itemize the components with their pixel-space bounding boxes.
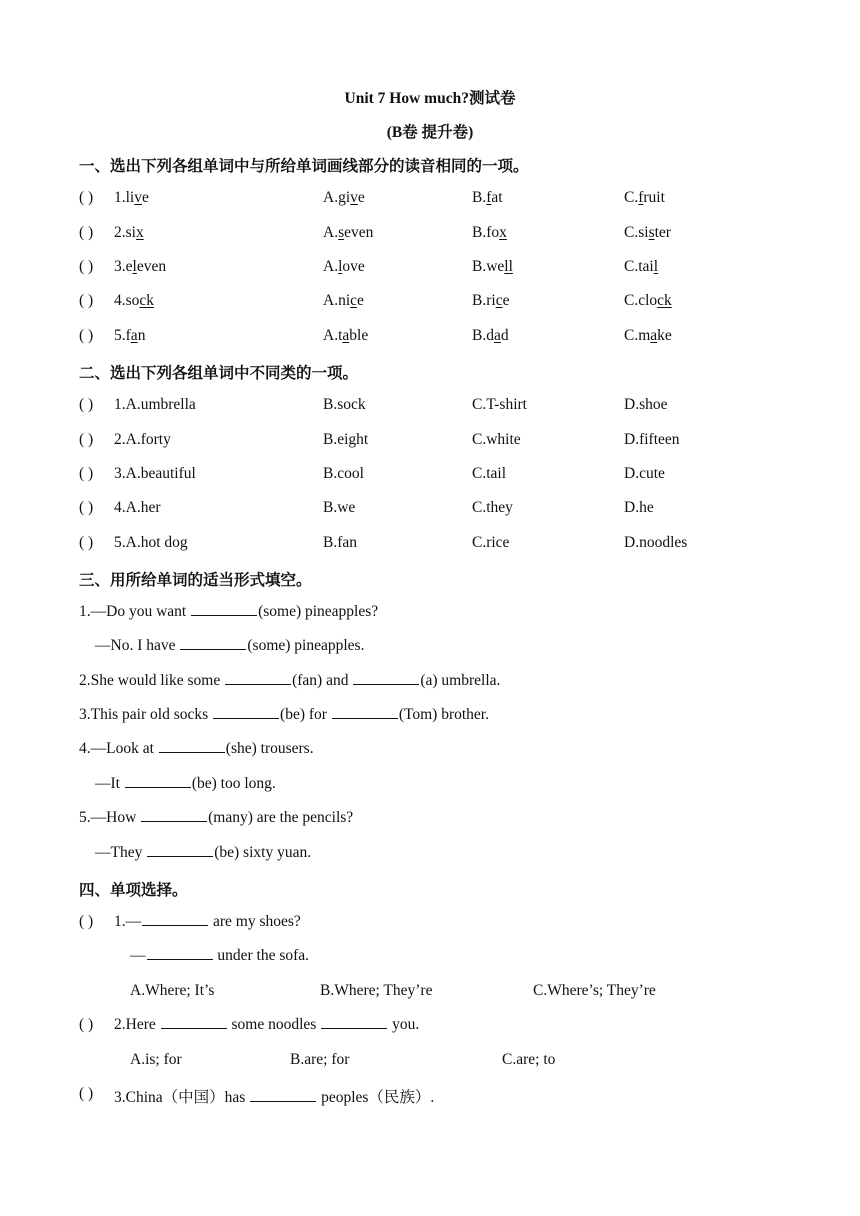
mc-q2-mid: some noodles — [227, 1016, 321, 1033]
answer-blank[interactable] — [180, 637, 246, 650]
word-part: A.t — [323, 327, 343, 344]
q2-post: (a) umbrella. — [420, 672, 501, 689]
s2-row5-option-d[interactable]: D.noodles — [624, 534, 688, 551]
fill-q2 — [79, 672, 500, 690]
mc-q1-option-b[interactable]: B.Where; They’re — [320, 982, 433, 999]
fill-q3 — [79, 706, 489, 724]
q3-pre: 3.This pair old socks — [79, 706, 213, 723]
answer-paren[interactable]: ( ) — [79, 465, 94, 482]
word-part: 2.si — [114, 224, 136, 241]
answer-blank[interactable] — [353, 672, 419, 685]
word-part: ble — [349, 327, 369, 344]
word-part: C.tai — [624, 258, 654, 275]
answer-paren[interactable]: ( ) — [79, 327, 94, 344]
s2-row5-option-b[interactable]: B.fan — [323, 534, 358, 551]
word-part: C.m — [624, 327, 651, 344]
underlined-letters: a — [493, 327, 501, 344]
s1-row5-option-a[interactable] — [323, 327, 368, 345]
s2-row1-option-a[interactable]: 1.A.umbrella — [114, 396, 196, 413]
mc-q2-pre: 2.Here — [114, 1016, 160, 1033]
page-title: Unit 7 How much?测试卷 — [344, 90, 516, 107]
s2-row3-option-d[interactable]: D.cute — [624, 465, 665, 482]
word-part: ove — [342, 258, 365, 275]
answer-paren[interactable]: ( ) — [79, 499, 94, 516]
s2-row3-option-a[interactable]: 3.A.beautiful — [114, 465, 196, 482]
answer-blank[interactable] — [191, 603, 257, 616]
answer-blank[interactable] — [147, 947, 213, 960]
word-part: 5.f — [114, 327, 131, 344]
mc-q1-line2 — [130, 947, 309, 965]
answer-blank[interactable] — [161, 1016, 227, 1029]
s2-row1-option-c[interactable]: C.T-shirt — [472, 396, 527, 413]
mc-q2-option-b[interactable]: B.are; for — [290, 1051, 350, 1068]
section1-heading: 一、选出下列各组单词中与所给单词画线部分的读音相同的一项。 — [79, 158, 529, 175]
underlined-letters: a — [342, 327, 350, 344]
s1-row2-option-b[interactable] — [472, 224, 507, 242]
word-part: C.clo — [624, 292, 658, 309]
underlined-letters: c — [495, 292, 503, 309]
mc-q1-pre: 1.— — [114, 913, 142, 930]
s1-row1-option-a[interactable] — [323, 189, 365, 207]
s2-row2-option-c[interactable]: C.white — [472, 431, 521, 448]
mc-q2-stem — [114, 1016, 419, 1034]
q4b-post: (be) too long. — [191, 775, 276, 792]
mc-q1-line1 — [114, 913, 301, 931]
word-part: ke — [657, 327, 672, 344]
mc-q2-option-c[interactable]: C.are; to — [502, 1051, 556, 1068]
fill-q4-answer — [95, 775, 276, 793]
answer-blank[interactable] — [147, 844, 213, 857]
word-part: B.d — [472, 327, 494, 344]
s2-row1-option-b[interactable]: B.sock — [323, 396, 366, 413]
underlined-letters: s — [338, 224, 345, 241]
s1-row4-option-b[interactable] — [472, 292, 509, 310]
word-part: ter — [654, 224, 671, 241]
underlined-letters: v — [134, 189, 142, 206]
word-part: even — [344, 224, 374, 241]
q5b-pre: —They — [95, 844, 147, 861]
answer-paren[interactable]: ( ) — [79, 292, 94, 309]
mc-q3-pre: 3.China（中国）has — [114, 1089, 250, 1106]
s1-row5-option-b[interactable] — [472, 327, 509, 345]
q3-mid: (be) for — [280, 706, 331, 723]
word-part: A.gi — [323, 189, 351, 206]
s1-row4-option-c[interactable] — [624, 292, 672, 310]
answer-blank[interactable] — [225, 672, 291, 685]
fill-q5-question — [79, 809, 353, 827]
s1-row5-option-c[interactable] — [624, 327, 672, 345]
word-part: d — [500, 327, 509, 344]
q4b-pre: —It — [95, 775, 124, 792]
s1-row2-option-a[interactable] — [323, 224, 373, 242]
answer-blank[interactable] — [141, 809, 207, 822]
s1-row1-option-b[interactable] — [472, 189, 503, 207]
answer-paren[interactable]: ( ) — [79, 1085, 94, 1102]
word-part: e — [502, 292, 510, 309]
q1b-post: (some) pineapples. — [247, 637, 365, 654]
answer-paren[interactable]: ( ) — [79, 534, 94, 551]
mc-q1-line2-pre: — — [130, 947, 146, 964]
q3-post: (Tom) brother. — [398, 706, 489, 723]
answer-paren[interactable]: ( ) — [79, 913, 94, 930]
word-part: C. — [624, 189, 639, 206]
underlined-letters: l — [338, 258, 343, 275]
q2-mid: (fan) and — [292, 672, 353, 689]
word-part: B.fo — [472, 224, 500, 241]
word-part: A. — [323, 224, 339, 241]
word-part: even — [136, 258, 167, 275]
s2-row4-option-b[interactable]: B.we — [323, 499, 356, 516]
underlined-letters: c — [350, 292, 358, 309]
q5b-post: (be) sixty yuan. — [214, 844, 312, 861]
underlined-letters: s — [648, 224, 655, 241]
answer-blank[interactable] — [250, 1089, 316, 1102]
fill-q5-answer — [95, 844, 311, 862]
underlined-letters: ck — [139, 292, 155, 309]
word-part: at — [491, 189, 503, 206]
underlined-letters: ck — [657, 292, 672, 309]
s1-row5-given-word — [114, 327, 145, 345]
mc-q2-post: you. — [388, 1016, 420, 1033]
section4-heading: 四、单项选择。 — [79, 882, 188, 899]
underlined-letters: a — [130, 327, 138, 344]
s2-row2-option-a[interactable]: 2.A.forty — [114, 431, 171, 448]
answer-paren[interactable]: ( ) — [79, 431, 94, 448]
answer-blank[interactable] — [213, 706, 279, 719]
underlined-letters: a — [650, 327, 658, 344]
s2-row5-option-a[interactable]: 5.A.hot dog — [114, 534, 188, 551]
word-part: e — [357, 189, 365, 206]
answer-paren[interactable]: ( ) — [79, 396, 94, 413]
mc-q1-option-a[interactable]: A.Where; It’s — [130, 982, 215, 999]
mc-q1-line2-post: under the sofa. — [213, 947, 310, 964]
q1b-pre: —No. I have — [95, 637, 180, 654]
answer-paren[interactable]: ( ) — [79, 258, 94, 275]
mc-q3-post: peoples（民族）. — [317, 1089, 435, 1106]
q4a-pre: 4.—Look at — [79, 740, 158, 757]
word-part: e — [142, 189, 149, 206]
word-part: B.ri — [472, 292, 496, 309]
s1-row3-option-a[interactable] — [323, 258, 365, 276]
underlined-letters: x — [499, 224, 507, 241]
s1-row3-given-word — [114, 258, 166, 276]
s2-row4-option-d[interactable]: D.he — [624, 499, 654, 516]
s1-row1-option-c[interactable] — [624, 189, 665, 207]
section3-heading: 三、用所给单词的适当形式填空。 — [79, 572, 312, 589]
underlined-letters: l — [653, 258, 659, 275]
answer-paren[interactable]: ( ) — [79, 189, 94, 206]
s2-row2-option-b[interactable]: B.eight — [323, 431, 369, 448]
mc-q1-option-c[interactable]: C.Where’s; They’re — [533, 982, 656, 999]
s1-row4-option-a[interactable] — [323, 292, 364, 310]
s2-row4-option-a[interactable]: 4.A.her — [114, 499, 161, 516]
word-part: B. — [472, 189, 487, 206]
s1-row3-option-c[interactable] — [624, 258, 658, 276]
word-part: 1.li — [114, 189, 135, 206]
s2-row4-option-c[interactable]: C.they — [472, 499, 513, 516]
s1-row2-option-c[interactable] — [624, 224, 671, 242]
mc-q1-post: are my shoes? — [209, 913, 301, 930]
s1-row4-given-word — [114, 292, 154, 310]
answer-blank[interactable] — [332, 706, 398, 719]
section2-heading: 二、选出下列各组单词中不同类的一项。 — [79, 365, 359, 382]
word-part: 4.so — [114, 292, 140, 309]
word-part: ruit — [643, 189, 665, 206]
underlined-letters: x — [135, 224, 144, 241]
fill-q1-question — [79, 603, 378, 621]
answer-blank[interactable] — [159, 740, 225, 753]
word-part: A.ni — [323, 292, 351, 309]
answer-blank[interactable] — [125, 775, 191, 788]
word-part: B.we — [472, 258, 505, 275]
q1a-post: (some) pineapples? — [258, 603, 379, 620]
q2-pre: 2.She would like some — [79, 672, 225, 689]
answer-paren[interactable]: ( ) — [79, 1016, 94, 1033]
s2-row5-option-c[interactable]: C.rice — [472, 534, 510, 551]
s2-row3-option-c[interactable]: C.tail — [472, 465, 507, 482]
underlined-letters: f — [486, 189, 492, 206]
mc-q2-option-a[interactable]: A.is; for — [130, 1051, 182, 1068]
word-part: C.si — [624, 224, 649, 241]
s2-row3-option-b[interactable]: B.cool — [323, 465, 364, 482]
mc-q3-stem — [114, 1085, 434, 1107]
page-subtitle: (B卷 提升卷) — [386, 124, 474, 141]
s1-row2-given-word — [114, 224, 144, 242]
underlined-letters: l — [132, 258, 137, 275]
underlined-letters: ll — [504, 258, 513, 275]
answer-blank[interactable] — [321, 1016, 387, 1029]
fill-q1-answer — [95, 637, 364, 655]
s1-row3-option-b[interactable] — [472, 258, 513, 276]
s2-row1-option-d[interactable]: D.shoe — [624, 396, 668, 413]
answer-paren[interactable]: ( ) — [79, 224, 94, 241]
word-part: e — [357, 292, 364, 309]
word-part: 3.e — [114, 258, 133, 275]
word-part: n — [137, 327, 146, 344]
s1-row1-given-word — [114, 189, 149, 207]
s2-row2-option-d[interactable]: D.fifteen — [624, 431, 680, 448]
q5a-post: (many) are the pencils? — [208, 809, 354, 826]
q5a-pre: 5.—How — [79, 809, 141, 826]
q1a-pre: 1.—Do you want — [79, 603, 191, 620]
underlined-letters: f — [638, 189, 644, 206]
fill-q4-question — [79, 740, 314, 758]
q4a-post: (she) trousers. — [225, 740, 314, 757]
word-part: A. — [323, 258, 339, 275]
underlined-letters: v — [350, 189, 358, 206]
answer-blank[interactable] — [142, 913, 208, 926]
